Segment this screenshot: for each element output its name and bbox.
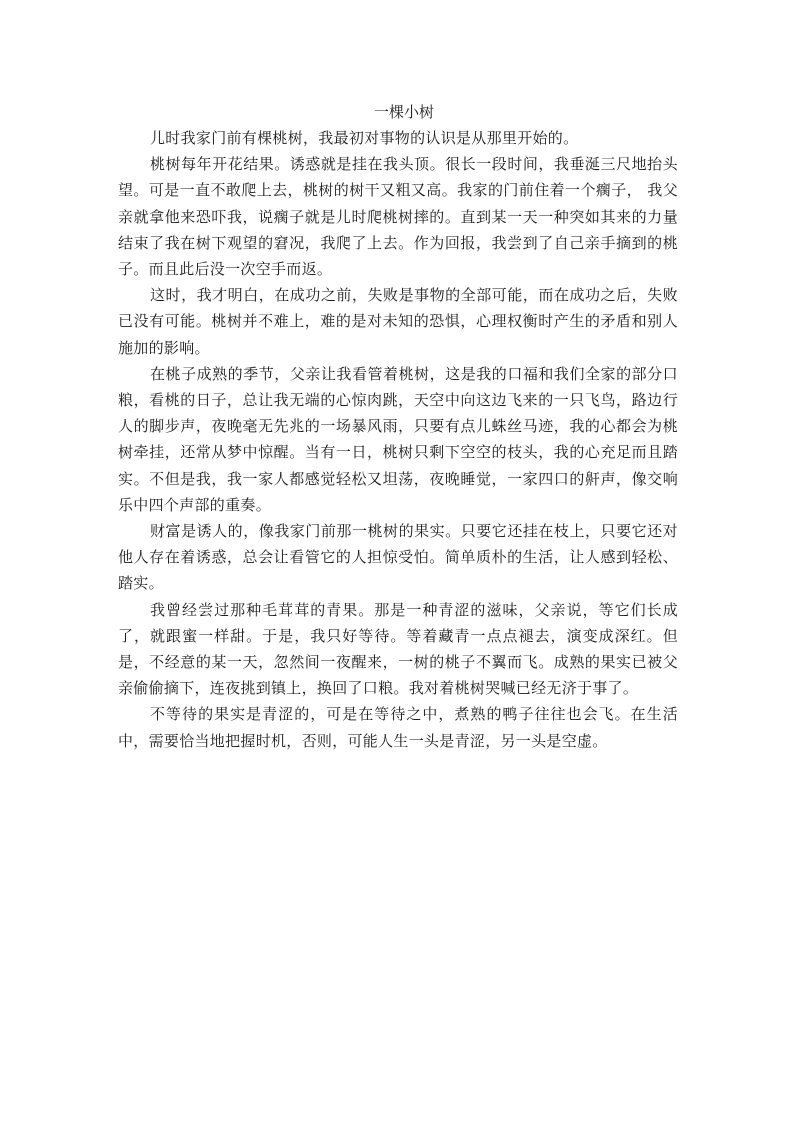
paragraph-2: 桃树每年开花结果。诱惑就是挂在我头顶。很长一段时间，我垂涎三尺地抬头望。可是一直不敢爬上去，桃树的树干又粗又高。我家的门前住着一个瘸子， 我父亲就拿他来恐吓我，说瘸子就是儿时爬桃树摔的。直到某一天一种突如其来的力量结束了我在树下观望的窘况，我爬了上去。作为回报，我尝到了自己亲手摘到的桃子。而且此后没一次空手而返。 bbox=[118, 155, 678, 279]
paragraph-7: 不等待的果实是青涩的，可是在等待之中，煮熟的鸭子往往也会飞。在生活中，需要恰当地把握时机，否则，可能人生一头是青涩，另一头是空虚。 bbox=[118, 705, 678, 750]
paragraph-1: 儿时我家门前有棵桃树，我最初对事物的认识是从那里开始的。 bbox=[150, 129, 579, 147]
document-title: 一棵小树 bbox=[373, 103, 434, 121]
document-page bbox=[118, 99, 678, 754]
paragraph-6: 我曾经尝过那种毛茸茸的青果。那是一种青涩的滋味，父亲说，等它们长成了，就跟蜜一样甜。于是，我只好等待。等着藏青一点点褪去，演变成深红。但是，不经意的某一天，忽然间一夜醒来，一树的桃子不翼而飞。成熟的果实已被父亲偷偷摘下，连夜挑到镇上，换回了口粮。我对着桃树哭喊已经无济于事了。 bbox=[118, 600, 678, 698]
paragraph-4: 在桃子成熟的季节，父亲让我看管着桃树，这是我的口福和我们全家的部分口粮，看桃的日子，总让我无端的心惊肉跳，天空中向这边飞来的一只飞鸟，路边行人的脚步声，夜晚毫无先兆的一场暴风雨，只要有点儿蛛丝马迹，我的心都会为桃树牵挂，还常从梦中惊醒。当有一日，桃树只剩下空空的枝头，我的心充足而且踏实。不但是我，我一家人都感觉轻松又坦荡，夜晚睡觉，一家四口的鼾声，像交响乐中四个声部的重奏。 bbox=[118, 364, 678, 514]
paragraph-3: 这时，我才明白，在成功之前，失败是事物的全部可能，而在成功之后，失败已没有可能。桃树并不难上，难的是对未知的恐惧，心理权衡时产生的矛盾和别人施加的影响。 bbox=[118, 286, 678, 357]
paragraph-5: 财富是诱人的，像我家门前那一桃树的果实。只要它还挂在枝上，只要它还对他人存在着诱惑，总会让看管它的人担惊受怕。简单质朴的生活，让人感到轻松、踏实。 bbox=[118, 522, 678, 593]
